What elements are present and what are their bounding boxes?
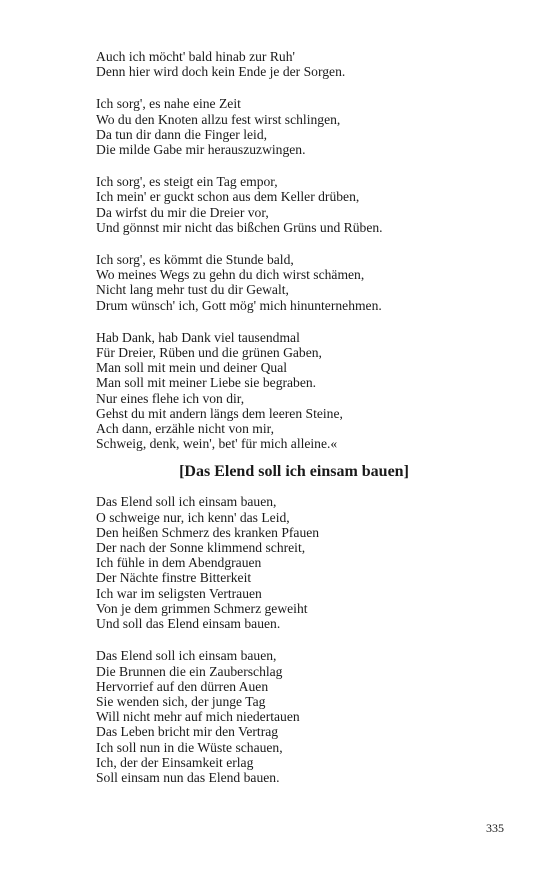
verse-line: Die milde Gabe mir herauszuzwingen. <box>96 142 306 158</box>
verse-line: Man soll mit mein und deiner Qual <box>96 360 288 376</box>
verse-line: Das Leben bricht mir den Vertrag <box>96 724 279 740</box>
page-number: 335 <box>486 821 504 835</box>
poem-title: [Das Elend soll ich einsam bauen] <box>179 463 409 481</box>
verse-line: Nur eines flehe ich von dir, <box>96 390 245 406</box>
stanza <box>96 494 426 631</box>
stanza <box>96 648 426 785</box>
verse-line: Ich mein' er guckt schon aus dem Keller drüben, <box>96 189 360 205</box>
verse-line: Da tun dir dann die Finger leid, <box>96 126 268 142</box>
verse-line: Für Dreier, Rüben und die grünen Gaben, <box>96 345 322 361</box>
verse-line: Und gönnst mir nicht das bißchen Grüns und Rüben. <box>96 219 383 235</box>
stanza <box>96 96 426 157</box>
verse-line: Von je dem grimmen Schmerz geweiht <box>96 600 308 616</box>
verse-line: Gehst du mit andern längs dem leeren Steine, <box>96 405 343 421</box>
verse-line: Da wirfst du mir die Dreier vor, <box>96 204 269 220</box>
verse-line: Ich war im seligsten Vertrauen <box>96 585 262 601</box>
verse-line: Den heißen Schmerz des kranken Pfauen <box>96 524 320 540</box>
verse-line: Sie wenden sich, der junge Tag <box>96 693 266 709</box>
verse-line: Ich sorg', es kömmt die Stunde bald, <box>96 252 294 268</box>
verse-line: Ich soll nun in die Wüste schauen, <box>96 739 283 755</box>
verse-line: Man soll mit meiner Liebe sie begraben. <box>96 375 317 391</box>
verse-line: Nicht lang mehr tust du dir Gewalt, <box>96 282 289 298</box>
verse-line: Ich sorg', es nahe eine Zeit <box>96 96 241 112</box>
stanza <box>96 174 426 235</box>
verse-line: Soll einsam nun das Elend bauen. <box>96 769 280 785</box>
verse-line: Der nach der Sonne klimmend schreit, <box>96 540 306 556</box>
stanza <box>96 252 426 313</box>
verse-line: Das Elend soll ich einsam bauen, <box>96 648 277 664</box>
verse-line: Der Nächte finstre Bitterkeit <box>96 570 252 586</box>
poem-2 <box>96 462 426 785</box>
verse-line: O schweige nur, ich kenn' das Leid, <box>96 509 290 525</box>
verse-line: Das Elend soll ich einsam bauen, <box>96 494 277 510</box>
verse-line: Ich, der der Einsamkeit erlag <box>96 754 254 770</box>
verse-line: Die Brunnen die ein Zauberschlag <box>96 663 283 679</box>
verse-line: Drum wünsch' ich, Gott mög' mich hinunternehmen. <box>96 297 382 313</box>
stanza <box>96 330 426 452</box>
verse-line: Ich fühle in dem Abendgrauen <box>96 555 262 571</box>
verse-line: Ach dann, erzähle nicht von mir, <box>96 421 274 437</box>
verse-line: Wo meines Wegs zu gehn du dich wirst schämen, <box>96 267 365 283</box>
verse-line: Auch ich möcht' bald hinab zur Ruh' <box>96 49 295 64</box>
verse-line: Will nicht mehr auf mich niedertauen <box>96 709 300 725</box>
poem-1 <box>96 49 426 451</box>
verse-line: Hervorrief auf den dürren Auen <box>96 678 269 694</box>
stanza <box>96 49 426 79</box>
verse-line: Ich sorg', es steigt ein Tag empor, <box>96 174 278 190</box>
page-body <box>96 49 426 802</box>
verse-line: Wo du den Knoten allzu fest wirst schlingen, <box>96 111 341 127</box>
verse-line: Hab Dank, hab Dank viel tausendmal <box>96 329 300 345</box>
verse-line: Denn hier wird doch kein Ende je der Sorgen. <box>96 64 346 80</box>
verse-line: Schweig, denk, wein', bet' für mich alleine.« <box>96 436 338 452</box>
verse-line: Und soll das Elend einsam bauen. <box>96 616 281 632</box>
